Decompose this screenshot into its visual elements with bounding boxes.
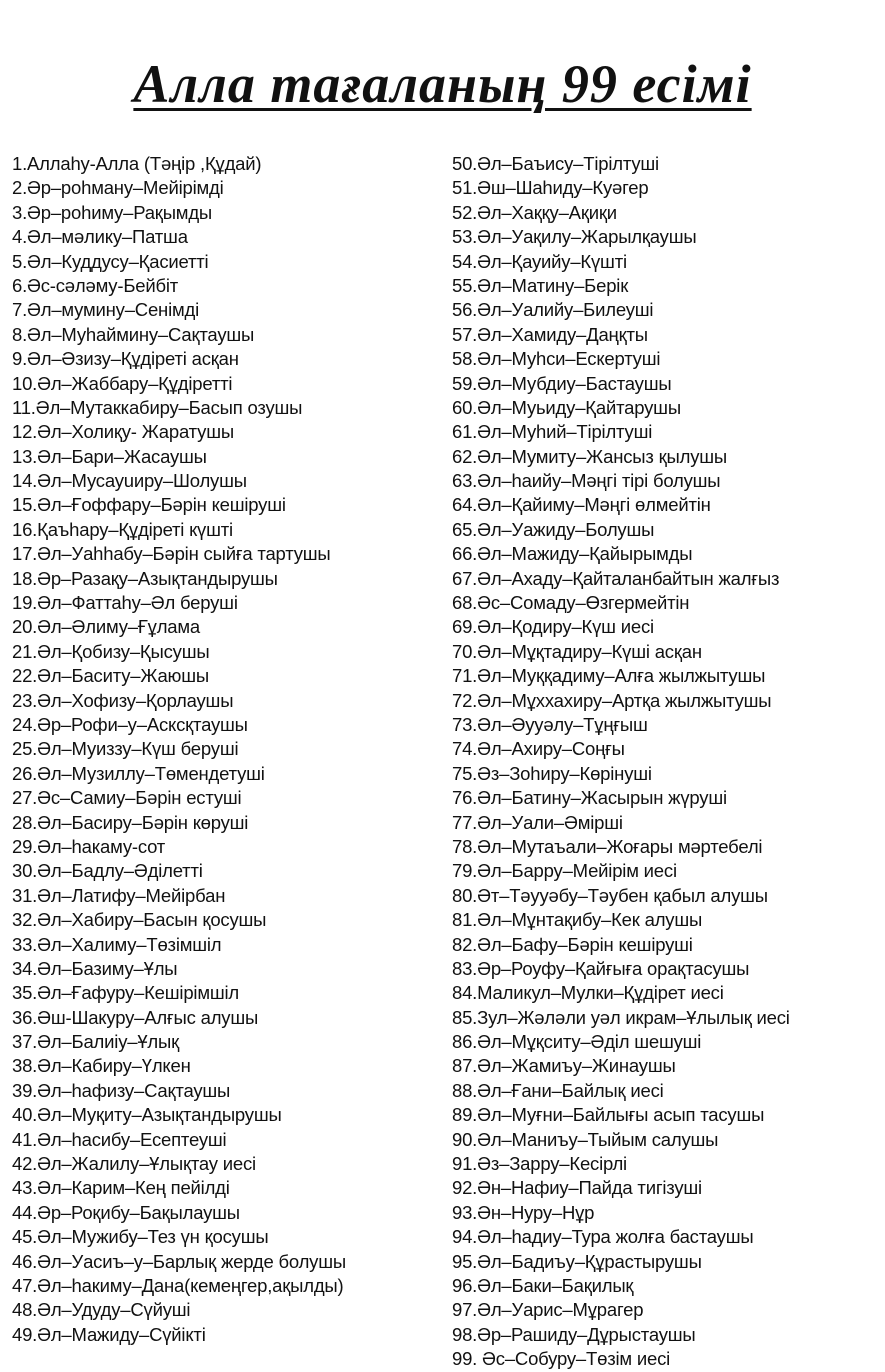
list-item: 28.Әл–Басиру–Бәрін көруші [12, 811, 249, 833]
list-item: 76.Әл–Батину–Жасырын жүруші [452, 787, 727, 809]
list-item: 33.Әл–Халиму–Төзімшіл [12, 933, 222, 955]
list-item: 47.Әл–һакиму–Дана(кемеңгер,ақылды) [12, 1274, 344, 1296]
list-item: 69.Әл–Қодиру–Күш иесі [452, 616, 654, 638]
list-item: 48.Әл–Удуду–Сүйуші [12, 1299, 191, 1321]
list-item: 18.Әр–Разақу–Азықтандырушы [12, 567, 278, 589]
list-item: 26.Әл–Музиллу–Төмендетуші [12, 762, 265, 784]
list-item: 42.Әл–Жалилу–Ұлықтау иесі [12, 1153, 256, 1175]
list-item: 57.Әл–Хамиду–Даңқты [452, 323, 648, 345]
list-item: 30.Әл–Бадлу–Әділетті [12, 860, 203, 882]
list-item: 21.Әл–Қобизу–Қысушы [12, 640, 210, 662]
list-item: 84.Маликул–Мулки–Құдірет иесі [452, 982, 724, 1004]
list-item: 92.Ән–Нафиу–Пайда тигізуші [452, 1177, 702, 1199]
list-item: 87.Әл–Жамиъу–Жинаушы [452, 1055, 676, 1077]
list-item: 80.Әт–Тәууәбу–Тәубен қабыл алушы [452, 884, 768, 906]
list-item: 55.Әл–Матину–Берік [452, 274, 629, 296]
list-item: 38.Әл–Кабиру–Үлкен [12, 1055, 191, 1077]
list-item: 77.Әл–Уали–Әмірші [452, 811, 623, 833]
list-item: 51.Әш–Шаһиду–Куәгер [452, 177, 649, 199]
list-item: 62.Әл–Мумиту–Жансыз қылушы [452, 445, 727, 467]
list-item: 50.Әл–Баъису–Тірілтуші [452, 153, 659, 174]
list-item: 66.Әл–Мажиду–Қайырымды [452, 543, 693, 565]
list-item: 39.Әл–һафизу–Сақтаушы [12, 1079, 231, 1101]
list-item: 32.Әл–Хабиру–Басын қосушы [12, 909, 267, 931]
list-item: 37.Әл–Балиiу–Ұлық [12, 1031, 180, 1053]
list-item: 40.Әл–Муқиту–Азықтандырушы [12, 1104, 282, 1126]
list-item: 11.Әл–Мутаккабиру–Басып озушы [12, 396, 303, 418]
list-item: 22.Әл–Баситу–Жаюшы [12, 665, 209, 687]
list-item: 97.Әл–Уарис–Мұрагер [452, 1299, 644, 1321]
list-item: 78.Әл–Мутаъали–Жоғары мәртебелі [452, 835, 763, 857]
list-item: 98.Әр–Рашиду–Дұрыстаушы [452, 1323, 696, 1345]
list-item: 93.Ән–Нуру–Нұр [452, 1201, 595, 1223]
list-item: 60.Әл–Муьиду–Қайтарушы [452, 396, 681, 418]
names-list-left [12, 152, 442, 1347]
list-item: 70.Әл–Мұқтадиру–Күші асқан [452, 640, 702, 662]
list-item: 85.Зул–Жәләли уәл икрам–Ұлылық иесі [452, 1006, 790, 1028]
list-item: 52.Әл–Хаққу–Ақиқи [452, 201, 617, 223]
list-item: 41.Әл–һасибу–Есептеуші [12, 1128, 227, 1150]
list-item: 54.Әл–Қауийу–Күшті [452, 250, 627, 272]
list-item: 65.Әл–Уажиду–Болушы [452, 518, 655, 540]
list-item: 94.Әл–һадиу–Тура жолға бастаушы [452, 1226, 754, 1248]
list-item: 68.Әс–Сомаду–Өзгермейтін [452, 592, 690, 614]
list-item: 19.Әл–Фаттаһу–Әл беруші [12, 592, 238, 614]
list-item: 14.Әл–Мусауuиру–Шолушы [12, 470, 247, 492]
list-item: 95.Әл–Бадиъу–Құрастырушы [452, 1250, 702, 1272]
list-item: 20.Әл–Әлиму–Ғұлама [12, 616, 200, 638]
names-list-right [452, 152, 882, 1372]
list-item: 72.Әл–Мұххахиру–Артқа жылжытушы [452, 689, 772, 711]
list-item: 7.Әл–мумину–Сенімді [12, 299, 200, 321]
list-item: 15.Әл–Ғоффару–Бәрін кешіруші [12, 494, 286, 516]
list-item: 25.Әл–Муиззу–Күш беруші [12, 738, 239, 760]
list-item: 45.Әл–Мужибу–Тез үн қосушы [12, 1226, 269, 1248]
list-item: 36.Әш-Шакуру–Алғыс алушы [12, 1006, 259, 1028]
list-item: 44.Әр–Роқибу–Бақылаушы [12, 1201, 240, 1223]
list-item: 58.Әл–Муһси–Ескертуші [452, 348, 661, 370]
list-item: 10.Әл–Жаббару–Құдіретті [12, 372, 233, 394]
list-item: 91.Әз–Зарру–Кесірлі [452, 1153, 627, 1175]
list-item: 83.Әр–Роуфу–Қайғыға орақтасушы [452, 957, 750, 979]
list-item: 29.Әл–һакаму-сот [12, 835, 166, 857]
list-item: 6.Әс-сәләму-Бейбіт [12, 274, 179, 296]
list-item: 16.Қаъһару–Құдіреті күшті [12, 518, 233, 540]
list-item: 90.Әл–Маниъу–Тыйым салушы [452, 1128, 719, 1150]
list-item: 43.Әл–Карим–Кең пейілді [12, 1177, 230, 1199]
list-item: 61.Әл–Муһий–Тірілтуші [452, 421, 653, 443]
list-item: 34.Әл–Базиму–Ұлы [12, 957, 178, 979]
list-item: 67.Әл–Ахаду–Қайталанбайтын жалғыз [452, 567, 780, 589]
list-item: 63.Әл–һаийу–Мәңгі тірі болушы [452, 470, 721, 492]
list-item: 27.Әс–Самиу–Бәрін естуші [12, 787, 242, 809]
list-item: 49.Әл–Мажиду–Сүйікті [12, 1323, 206, 1345]
list-item: 86.Әл–Мұқситу–Әділ шешуші [452, 1031, 702, 1053]
list-item: 99. Әс–Собуру–Төзім иесі [452, 1348, 671, 1370]
list-item: 88.Әл–Ғани–Байлық иесі [452, 1079, 664, 1101]
list-item: 31.Әл–Латифу–Мейірбан [12, 884, 226, 906]
list-item: 8.Әл–Муһаймину–Сақтаушы [12, 323, 255, 345]
list-item: 3.Әр–роһиму–Рақымды [12, 201, 213, 223]
list-item: 9.Әл–Әзизу–Құдіреті асқан [12, 348, 239, 370]
list-item: 75.Әз–Зоһиру–Көрінуші [452, 762, 652, 784]
list-item: 4.Әл–мәлику–Патша [12, 226, 188, 248]
list-item: 79.Әл–Барру–Мейірім иесі [452, 860, 677, 882]
list-item: 96.Әл–Баки–Бақилық [452, 1274, 634, 1296]
list-item: 46.Әл–Уасиъ–у–Барлық жерде болушы [12, 1250, 346, 1272]
list-item: 2.Әр–роһману–Мейірімді [12, 177, 224, 199]
page-title [0, 52, 885, 116]
list-item: 64.Әл–Қайиму–Мәңгі өлмейтін [452, 494, 711, 516]
page-title-text: Алла тағаланың 99 есімі [133, 54, 752, 115]
list-item: 71.Әл–Муққадиму–Алға жылжытушы [452, 665, 766, 687]
list-item: 35.Әл–Ғафуру–Кешірімшіл [12, 982, 239, 1004]
list-item: 1.Аллаһу-Алла (Тәңір ,Құдай) [12, 153, 262, 174]
list-item: 81.Әл–Мұнтақибу–Кек алушы [452, 909, 703, 931]
list-item: 73.Әл–Әууәлу–Тұңғыш [452, 713, 648, 735]
list-item: 59.Әл–Мубдиу–Бастаушы [452, 372, 672, 394]
list-item: 24.Әр–Рофи–у–Асксқтаушы [12, 713, 248, 735]
list-item: 82.Әл–Бафу–Бәрін кешіруші [452, 933, 693, 955]
list-item: 12.Әл–Холиқу- Жаратушы [12, 421, 234, 443]
list-item: 13.Әл–Бари–Жасаушы [12, 445, 207, 467]
list-item: 74.Әл–Ахиру–Соңғы [452, 738, 625, 760]
list-item: 89.Әл–Муғни–Байлығы асып тасушы [452, 1104, 765, 1126]
list-item: 23.Әл–Хофизу–Қорлаушы [12, 689, 234, 711]
list-item: 5.Әл–Куддусу–Қасиетті [12, 250, 209, 272]
list-item: 53.Әл–Уақилу–Жарылқаушы [452, 226, 697, 248]
list-item: 17.Әл–Уаһһабу–Бәрін сыйға тартушы [12, 543, 331, 565]
list-item: 56.Әл–Уалийу–Билеуші [452, 299, 654, 321]
